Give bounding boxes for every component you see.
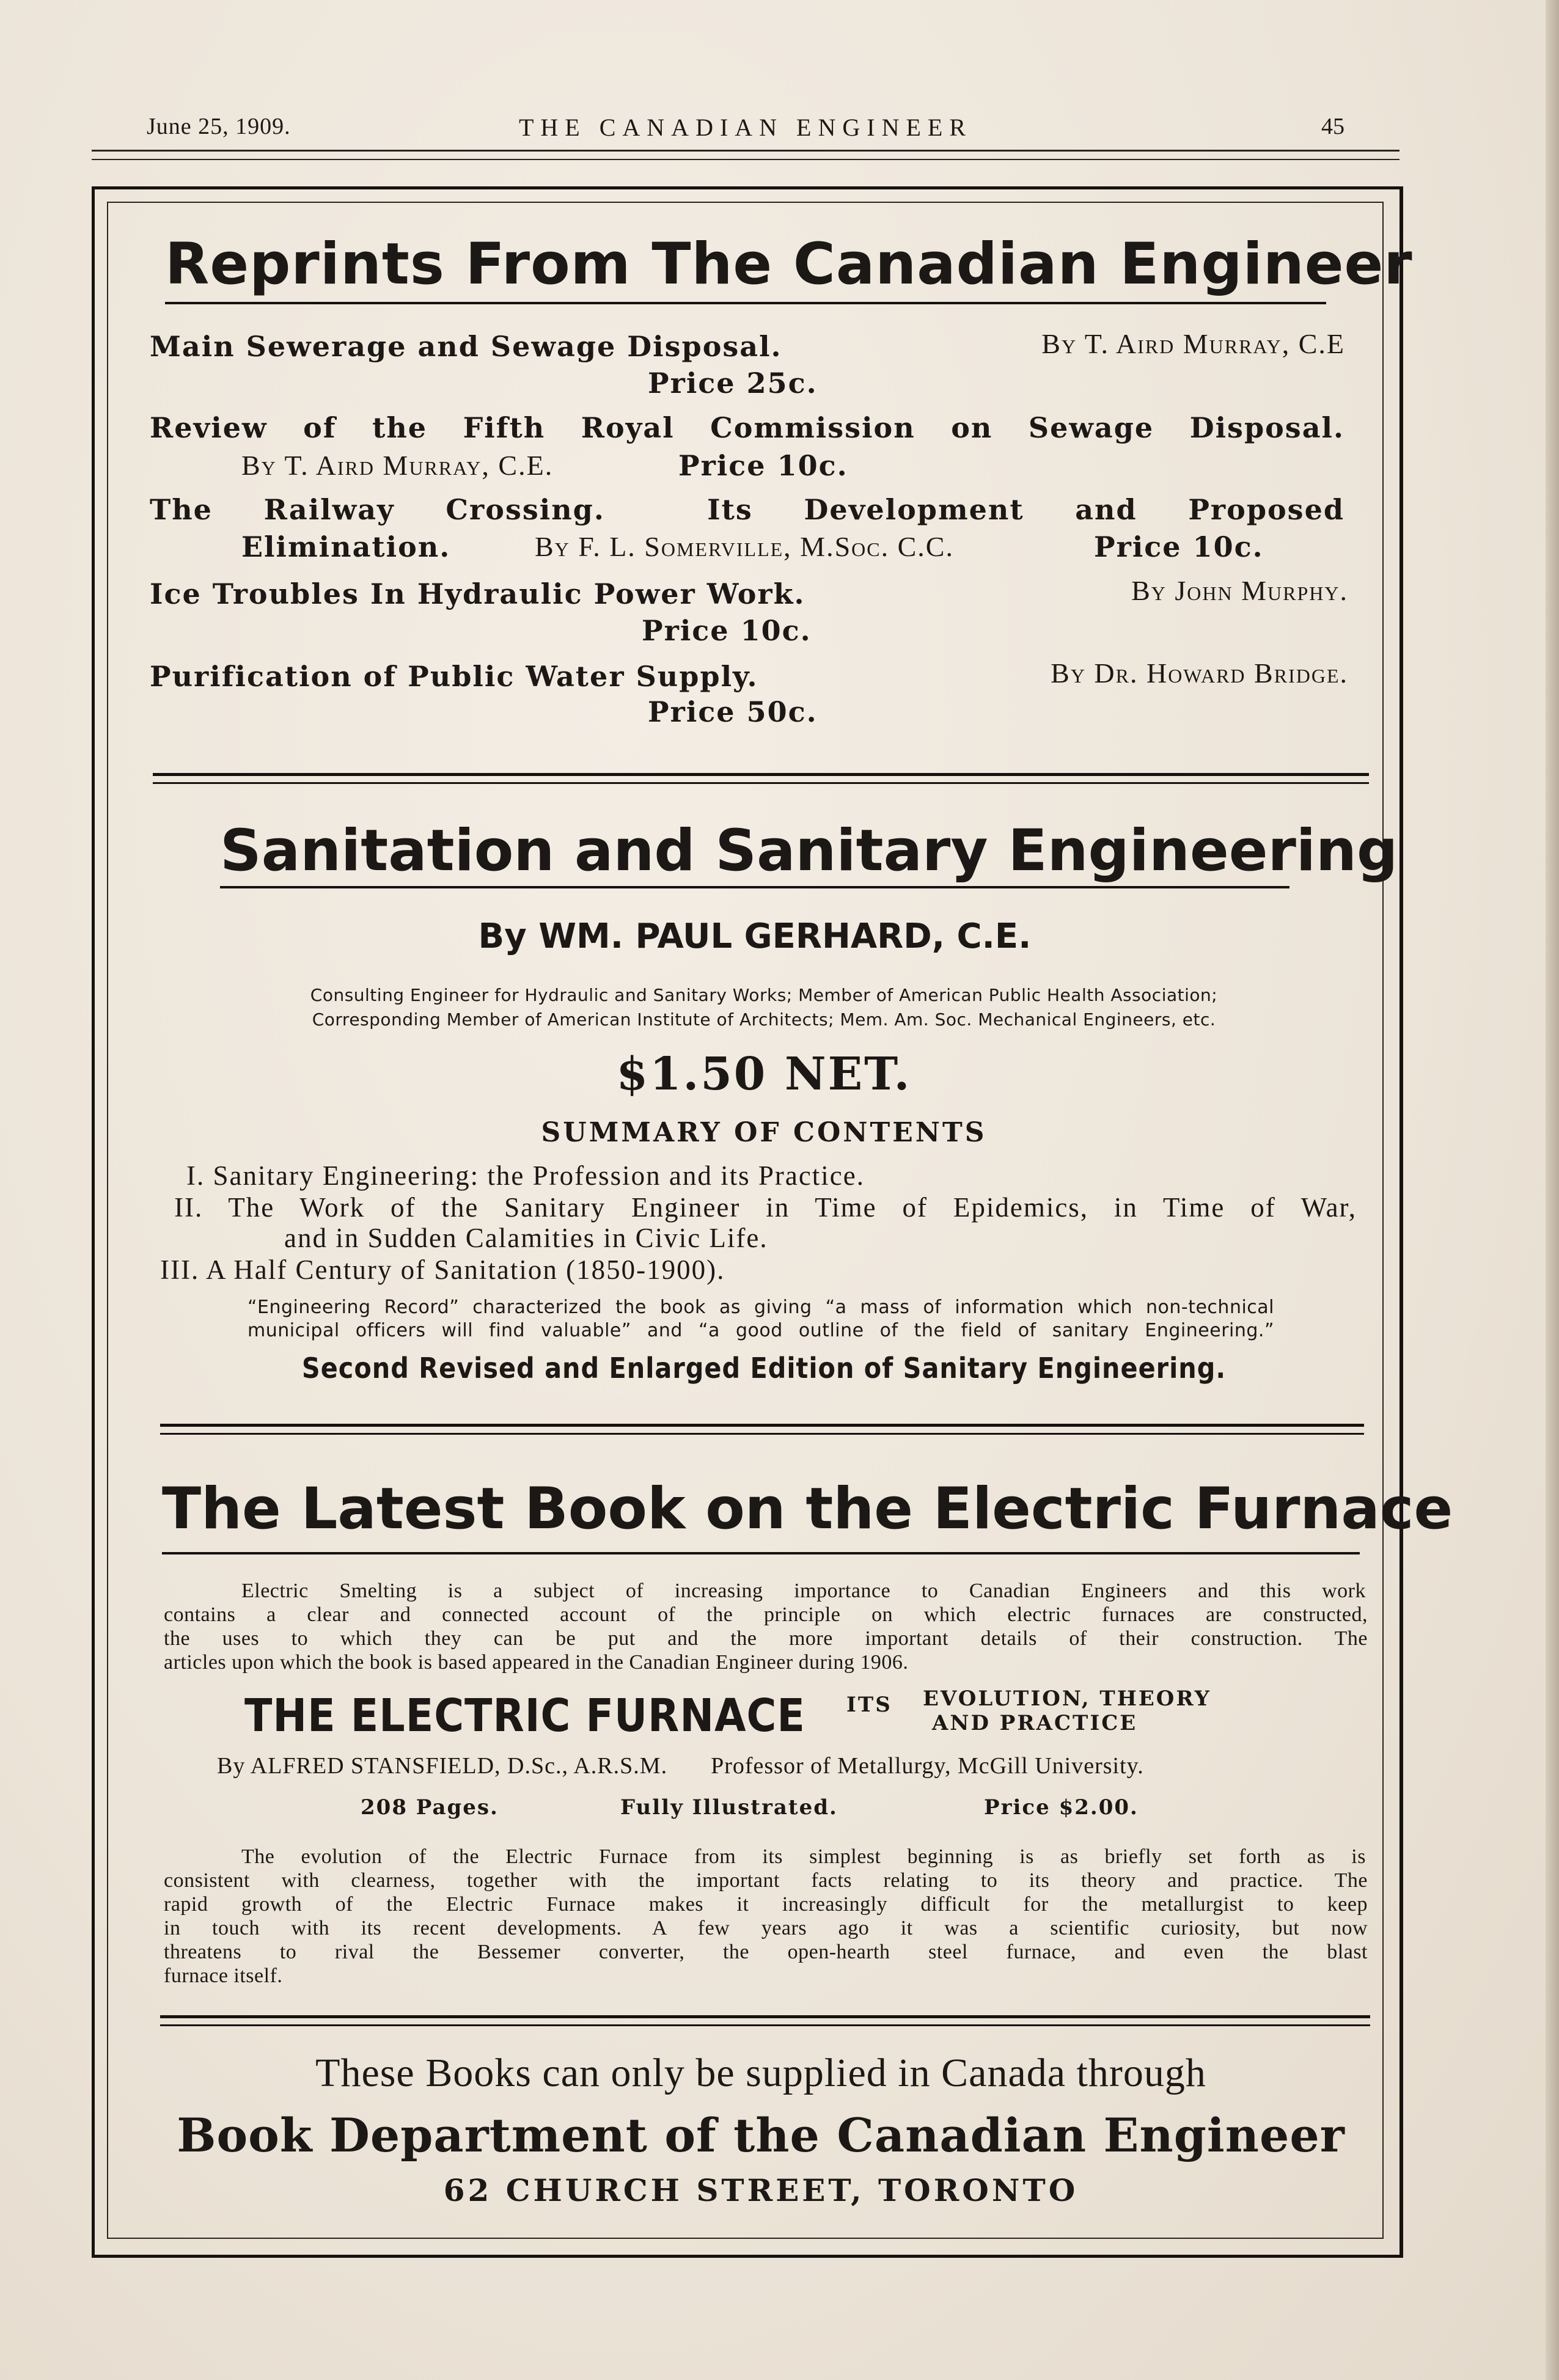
furnace-heading: The Latest Book on the Electric Furnace: [162, 1476, 1453, 1542]
supply-note: These Books can only be supplied in Canada through: [315, 2051, 1206, 2095]
list-item: III. A Half Century of Sanitation (1850-1900).: [160, 1254, 725, 1285]
reprint-price: Price 50c.: [648, 695, 818, 728]
book-title: [244, 1690, 805, 1742]
reprint-title: Main Sewerage and Sewage Disposal.: [150, 330, 782, 363]
page-number: 45: [1321, 114, 1344, 139]
reprint-author: By T. Aird Murray, C.E.: [241, 450, 554, 481]
reprint-title: Review of the Fifth Royal Commission on Sewage Disposal.: [150, 411, 1344, 444]
journal-name: THE CANADIAN ENGINEER: [518, 114, 973, 141]
book-pages: 208 Pages.: [361, 1795, 499, 1820]
book-illustrated: Fully Illustrated.: [620, 1795, 838, 1820]
page-edge-shadow: [1546, 0, 1559, 2380]
reprint-title-cont: Elimination.: [241, 530, 451, 563]
running-head: [92, 113, 1399, 150]
sanitation-heading-rule: [220, 886, 1289, 888]
department-address: 62 CHURCH STREET, TORONTO: [443, 2172, 1079, 2208]
furnace-author-name: By ALFRED STANSFIELD, D.Sc., A.R.S.M.: [217, 1753, 668, 1779]
summary-heading: SUMMARY OF CONTENTS: [541, 1117, 987, 1148]
issue-date: June 25, 1909.: [147, 114, 291, 139]
list-item: [150, 577, 805, 610]
reprint-price: Price 25c.: [648, 367, 818, 400]
book-title-its: ITS: [846, 1693, 892, 1717]
book-title-main: THE ELECTRIC FURNACE: [244, 1690, 805, 1742]
section-divider: [160, 2015, 1370, 2026]
reprint-title: Ice Troubles In Hydraulic Power Work.: [150, 577, 805, 610]
sanitation-price: $1.50 NET.: [616, 1048, 912, 1100]
reprint-author: By T. Aird Murray, C.E: [1041, 328, 1345, 359]
list-item: [150, 493, 1344, 526]
section-divider: [153, 773, 1369, 784]
list-item: II. The Work of the Sanitary Engineer in Time of Epidemics, in Time of War,: [174, 1192, 1357, 1223]
author-credentials: Consulting Engineer for Hydraulic and Sanitary Works; Member of American Public Health Association;: [310, 985, 1218, 1005]
review-quote: municipal officers will find valuable” and “a good outline of the field of sanitary Engineering.”: [248, 1320, 1274, 1341]
edition-note: Second Revised and Enlarged Edition of Sanitary Engineering.: [301, 1352, 1227, 1385]
description-line: furnace itself.: [164, 1964, 283, 1987]
description-line: rapid growth of the Electric Furnace makes it increasingly difficult for the metallurgist to keep: [164, 1893, 1368, 1916]
reprint-price: Price 10c.: [678, 449, 848, 482]
book-subtitle: AND PRACTICE: [932, 1711, 1138, 1735]
description-line: in touch with its recent developments. A few years ago it was a scientific curiosity, but now: [164, 1917, 1368, 1939]
running-head-rule: [92, 150, 1399, 160]
reprint-author: By F. L. Somerville, M.Soc. C.C.: [535, 531, 954, 562]
reprint-price: Price 10c.: [1094, 530, 1264, 563]
furnace-author-title: Professor of Metallurgy, McGill University.: [711, 1753, 1144, 1779]
list-item: [150, 411, 1344, 444]
description-line: The evolution of the Electric Furnace from its simplest beginning is as briefly set forth as is: [241, 1845, 1366, 1868]
sanitation-author: By WM. PAUL GERHARD, C.E.: [478, 917, 1032, 956]
intro-line: Electric Smelting is a subject of increasing importance to Canadian Engineers and this work: [241, 1580, 1366, 1602]
intro-line: the uses to which they can be put and the more important details of their construction. The: [164, 1627, 1368, 1650]
description-line: threatens to rival the Bessemer converter, the open-hearth steel furnace, and even the blast: [164, 1941, 1368, 1963]
reprint-title: The Railway Crossing. Its Development and Proposed: [150, 493, 1344, 526]
author-credentials: Corresponding Member of American Institute of Architects; Mem. Am. Soc. Mechanical Engineers, etc.: [312, 1009, 1216, 1030]
intro-line: contains a clear and connected account of the principle on which electric furnaces are constructed,: [164, 1603, 1368, 1626]
reprint-title: Purification of Public Water Supply.: [150, 660, 758, 693]
book-price: Price $2.00.: [984, 1795, 1139, 1820]
review-quote: “Engineering Record” characterized the book as giving “a mass of information which non-technical: [248, 1297, 1274, 1318]
furnace-heading-rule: [162, 1552, 1360, 1554]
intro-line: articles upon which the book is based appeared in the Canadian Engineer during 1906.: [164, 1651, 909, 1674]
reprint-price: Price 10c.: [642, 614, 812, 647]
reprint-author: By Dr. Howard Bridge.: [1051, 657, 1348, 689]
reprint-author: By John Murphy.: [1131, 575, 1348, 606]
list-item: I. Sanitary Engineering: the Profession and its Practice.: [186, 1160, 865, 1191]
section-divider: [160, 1424, 1364, 1435]
sanitation-heading: Sanitation and Sanitary Engineering: [220, 818, 1398, 884]
reprints-heading-rule: [165, 302, 1326, 304]
list-item: [150, 660, 758, 693]
book-subtitle: EVOLUTION, THEORY: [923, 1686, 1211, 1711]
furnace-author: [217, 1752, 1144, 1779]
description-line: consistent with clearness, together with the important facts relating to its theory and practice. The: [164, 1869, 1368, 1892]
book-department: Book Department of the Canadian Engineer: [177, 2108, 1345, 2162]
reprints-heading: Reprints From The Canadian Engineer: [165, 231, 1413, 298]
list-item: and in Sudden Calamities in Civic Life.: [284, 1223, 768, 1253]
